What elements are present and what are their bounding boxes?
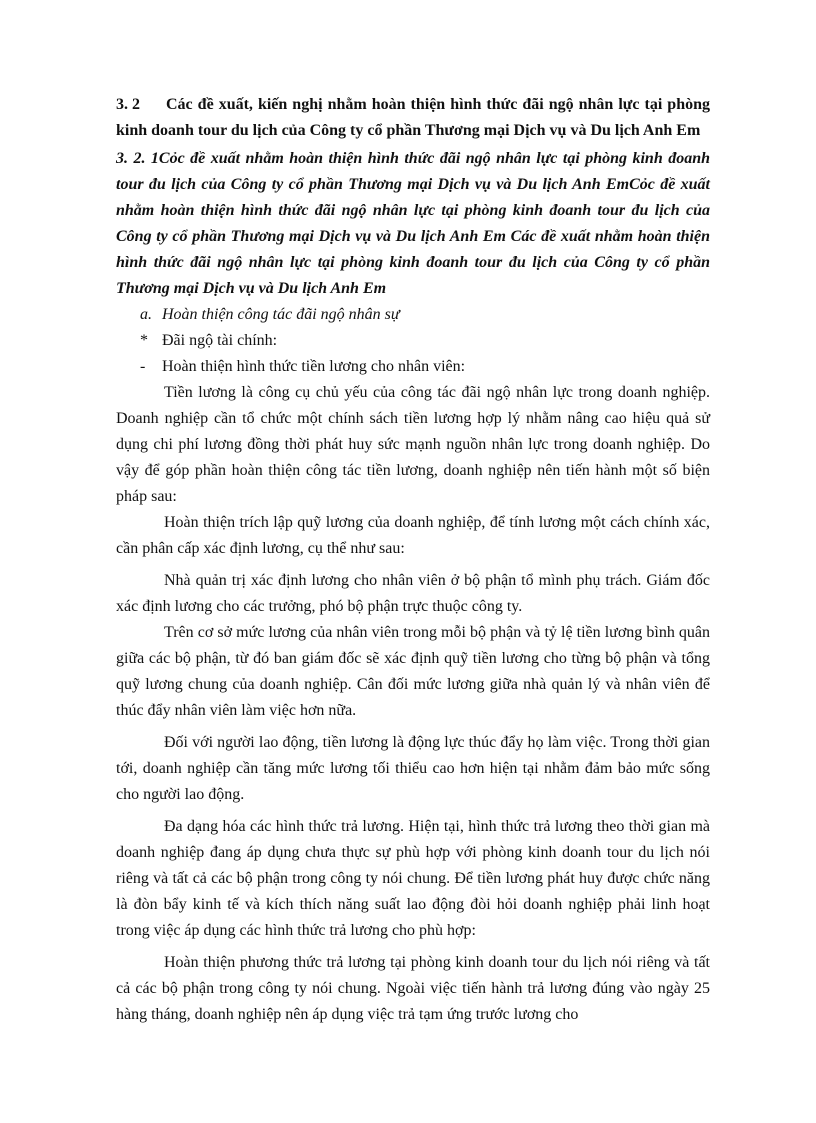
list-item: * Đãi ngộ tài chính: [140, 332, 278, 349]
subsection-heading: 3. 2. 1Cỏc đề xuất nhằm hoàn thiện hình thức đãi ngộ nhân lực tại phòng kinh đoanh tour đu lịch của Công ty cổ phần Thương mại Dịch vụ và Du lịch Anh EmCỏc đề xuất nhằm hoàn thiện hình thức đãi ngộ nhân lực tại phòng kinh đoanh tour đu lịch của Công ty cổ phần Thương mại Dịch vụ và Du lịch Anh Em Các đề xuất nhằm hoàn thiện hình thức đãi ngộ nhân lực tại phòng kinh đoanh tour đu lịch của Công ty cổ phần Thương mại Dịch vụ và Du lịch Anh Em [116, 150, 710, 297]
body-paragraph: Trên cơ sở mức lương của nhân viên trong mỗi bộ phận và tỷ lệ tiền lương bình quân giữa các bộ phận, từ đó ban giám đốc sẽ xác định quỹ tiền lương cho từng bộ phận và tổng quỹ lương chung của doanh nghiệp. Cân đối mức lương giữa nhà quản lý và nhân viên để thúc đẩy nhân viên làm việc hơn nữa. [116, 624, 710, 719]
section-heading [116, 92, 710, 144]
body-paragraph: Đa dạng hóa các hình thức trả lương. Hiện tại, hình thức trả lương theo thời gian mà doanh nghiệp đang áp dụng chưa thực sự phù hợp với phòng kinh doanh tour du lịch nói riêng và tất cả các bộ phận trong công ty nói chung. Để tiền lương phát huy được chức năng là đòn bẩy kinh tế và kích thích năng suất lao động đòi hỏi doanh nghiệp phải linh hoạt trong việc áp dụng các hình thức trả lương cho phù hợp: [116, 818, 710, 939]
document-page [116, 92, 710, 1034]
body-paragraph: Nhà quản trị xác định lương cho nhân viên ở bộ phận tổ mình phụ trách. Giám đốc xác định lương cho các trưởng, phó bộ phận trực thuộc công ty. [116, 572, 710, 615]
body-paragraph: Hoàn thiện phương thức trả lương tại phòng kinh doanh tour du lịch nói riêng và tất cả các bộ phận trong công ty nói chung. Ngoài việc tiến hành trả lương đúng vào ngày 25 hàng tháng, doanh nghiệp nên áp dụng việc trả tạm ứng trước lương cho [116, 954, 710, 1023]
list-item: - Hoàn thiện hình thức tiền lương cho nhân viên: [140, 358, 466, 375]
body-paragraph: Đối với người lao động, tiền lương là động lực thúc đẩy họ làm việc. Trong thời gian tới, doanh nghiệp cần tăng mức lương tối thiểu cao hơn hiện tại nhằm đảm bảo mức sống cho người lao động. [116, 734, 710, 803]
section-number: 3. 2 [116, 96, 140, 113]
list-item: a. Hoàn thiện công tác đãi ngộ nhân sự [140, 306, 400, 323]
body-paragraph: Hoàn thiện trích lập quỹ lương của doanh nghiệp, để tính lương một cách chính xác, cần phân cấp xác định lương, cụ thể như sau: [116, 514, 710, 557]
body-paragraph: Tiền lương là công cụ chủ yếu của công tác đãi ngộ nhân lực trong doanh nghiệp. Doanh nghiệp cần tổ chức một chính sách tiền lương hợp lý nhằm nâng cao hiệu quả sử dụng chi phí lương đồng thời phát huy sức mạnh nguồn nhân lực trong doanh nghiệp. Do vậy để góp phần hoàn thiện công tác tiền lương, doanh nghiệp nên tiến hành một số biện pháp sau: [116, 384, 710, 505]
section-title: Các đề xuất, kiến nghị nhằm hoàn thiện hình thức đãi ngộ nhân lực tại phòng kinh doanh tour du lịch của Công ty cổ phần Thương mại Dịch vụ và Du lịch Anh Em [116, 96, 710, 139]
